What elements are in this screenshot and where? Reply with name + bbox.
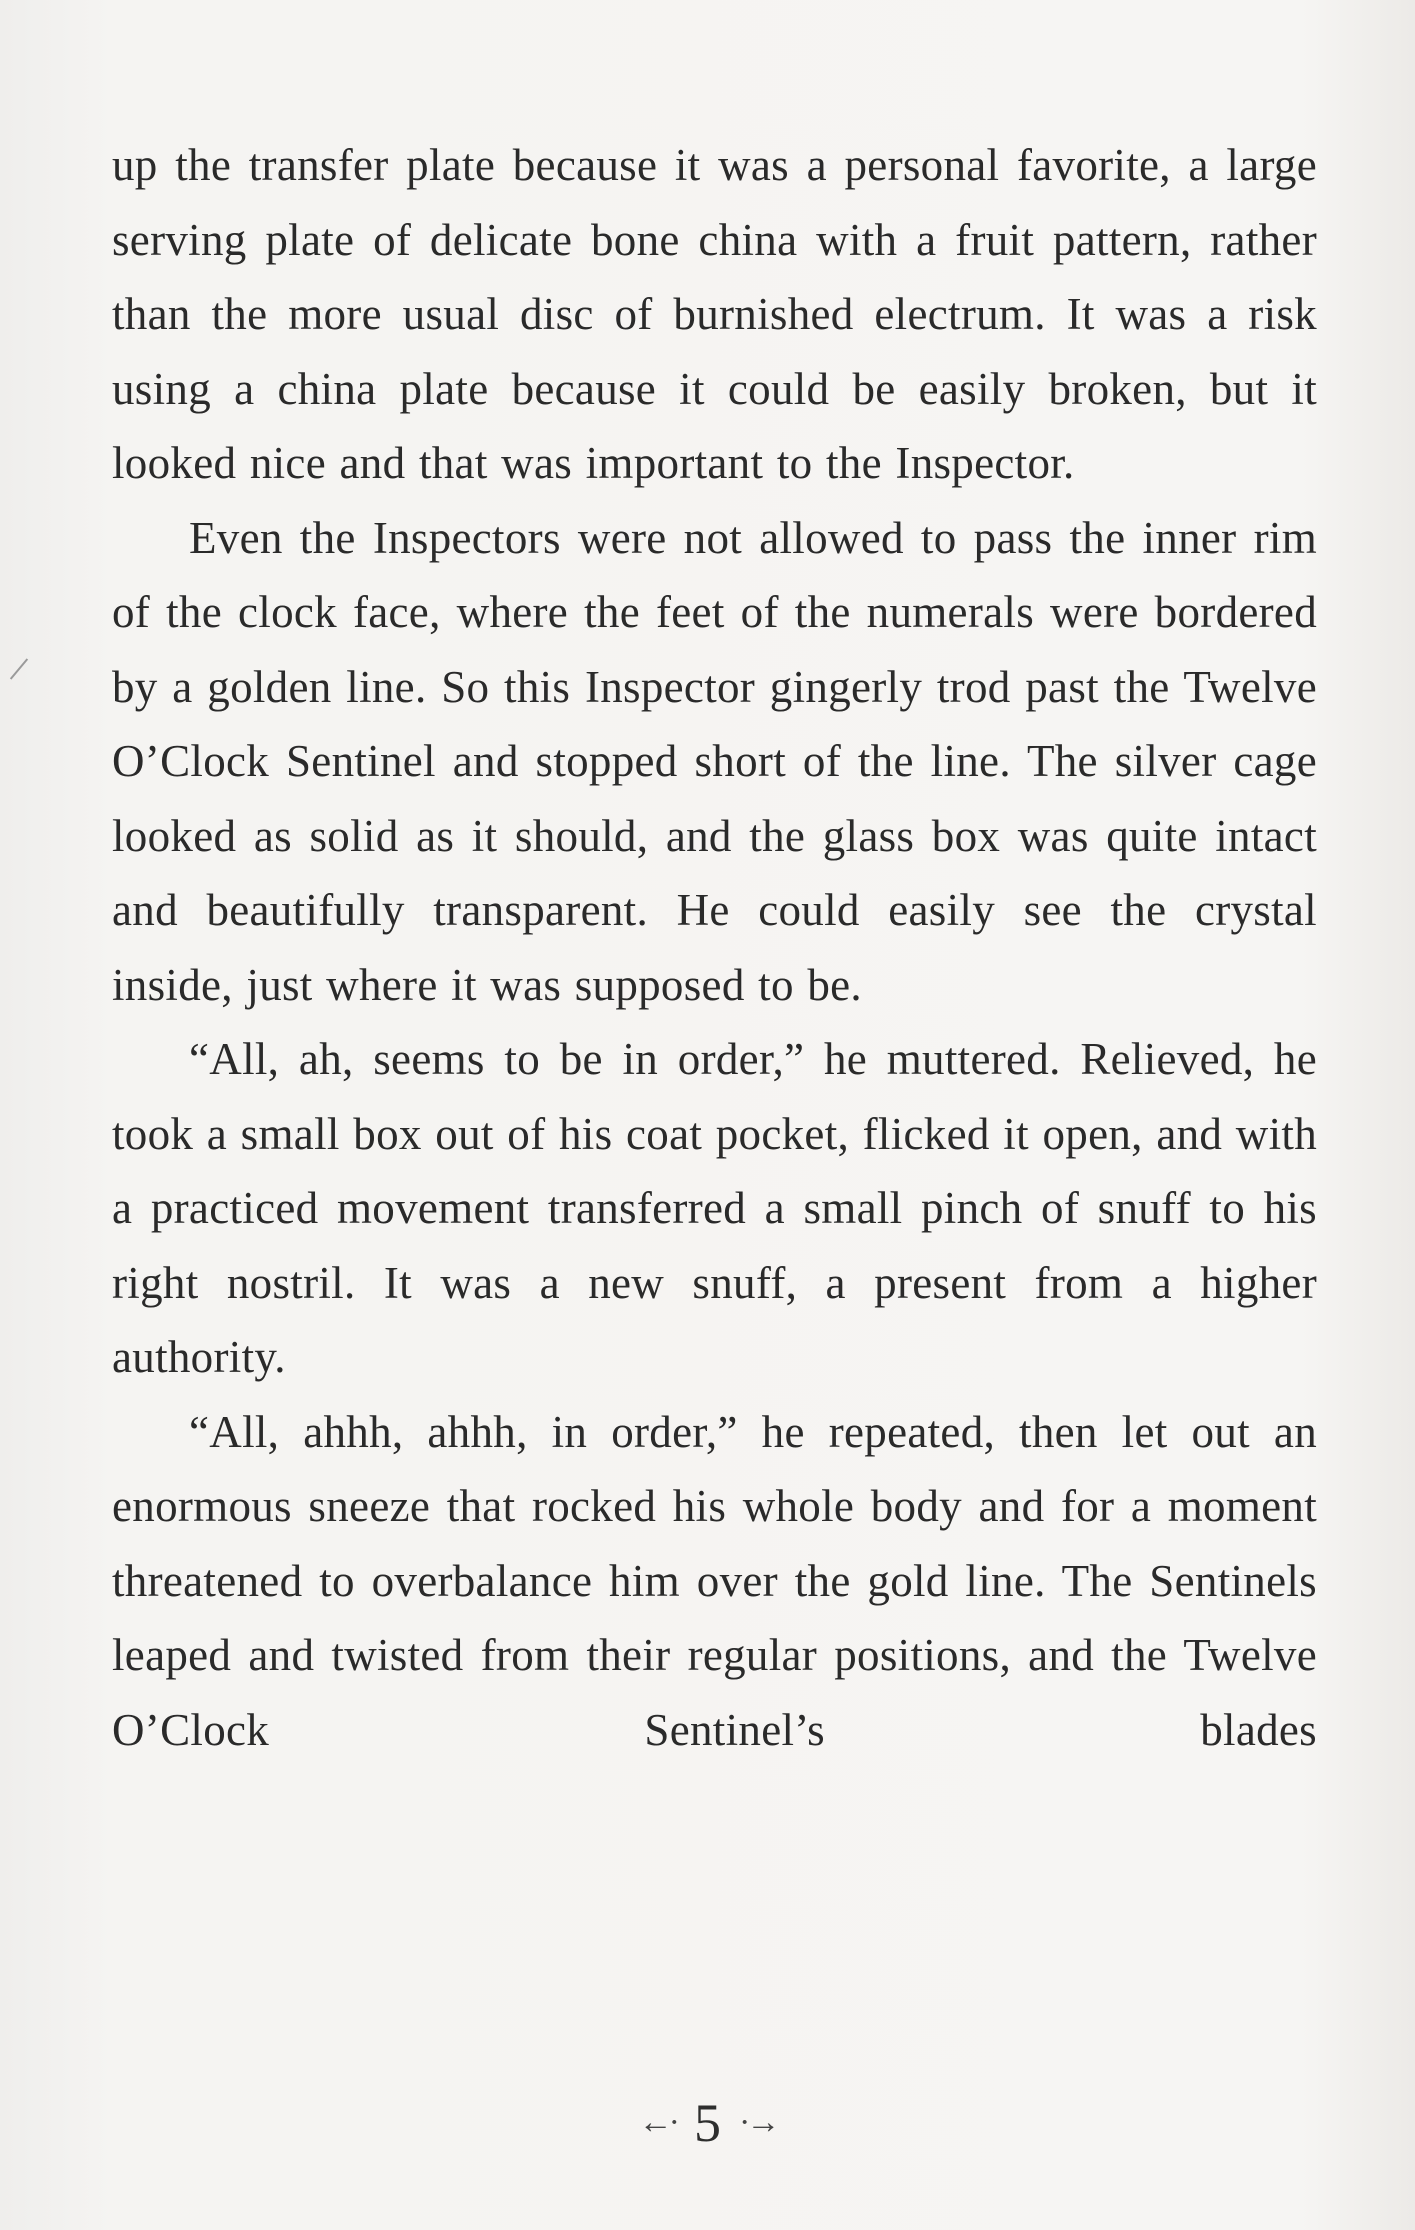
- paragraph-inspectors-rim: Even the Inspectors were not allowed to pass the inner rim of the clock face, where the feet of the numerals were bordered by a golden line. So this Inspector gingerly trod past the Twelve O’Clock Sentinel and stopped short of the line. The silver cage looked as solid as it should, and the glass box was quite intact and beautifully transparent. He could easily see the crystal inside, just where it was supposed to be.: [112, 512, 1317, 1010]
- body-text: [112, 128, 1317, 1767]
- page-number: 5: [694, 2093, 721, 2153]
- left-ornament-icon: ←·: [638, 2104, 676, 2141]
- right-ornament-icon: ·→: [739, 2104, 777, 2141]
- paragraph-sneeze: “All, ahhh, ahhh, in order,” he repeated, then let out an enormous sneeze that rocked his whole body and for a moment threatened to overbalance him over the gold line. The Sentinels leaped and twisted from their regular positions, and the Twelve O’Clock Sentinel’s blades: [112, 1406, 1317, 1755]
- page-number-footer: [0, 2092, 1415, 2154]
- paragraph-continued: up the transfer plate because it was a personal favorite, a large serving plate of delicate bone china with a fruit pattern, rather than the more usual disc of burnished electrum. It was a risk using a china plate because it could be easily broken, but it looked nice and that was important to the Inspector.: [112, 140, 1317, 488]
- stray-pen-mark: [10, 658, 28, 679]
- paragraph-snuff: “All, ah, seems to be in order,” he muttered. Relieved, he took a small box out of his coat pocket, flicked it open, and with a practiced movement transferred a small pinch of snuff to his right nostril. It was a new snuff, a present from a higher authority.: [112, 1034, 1317, 1382]
